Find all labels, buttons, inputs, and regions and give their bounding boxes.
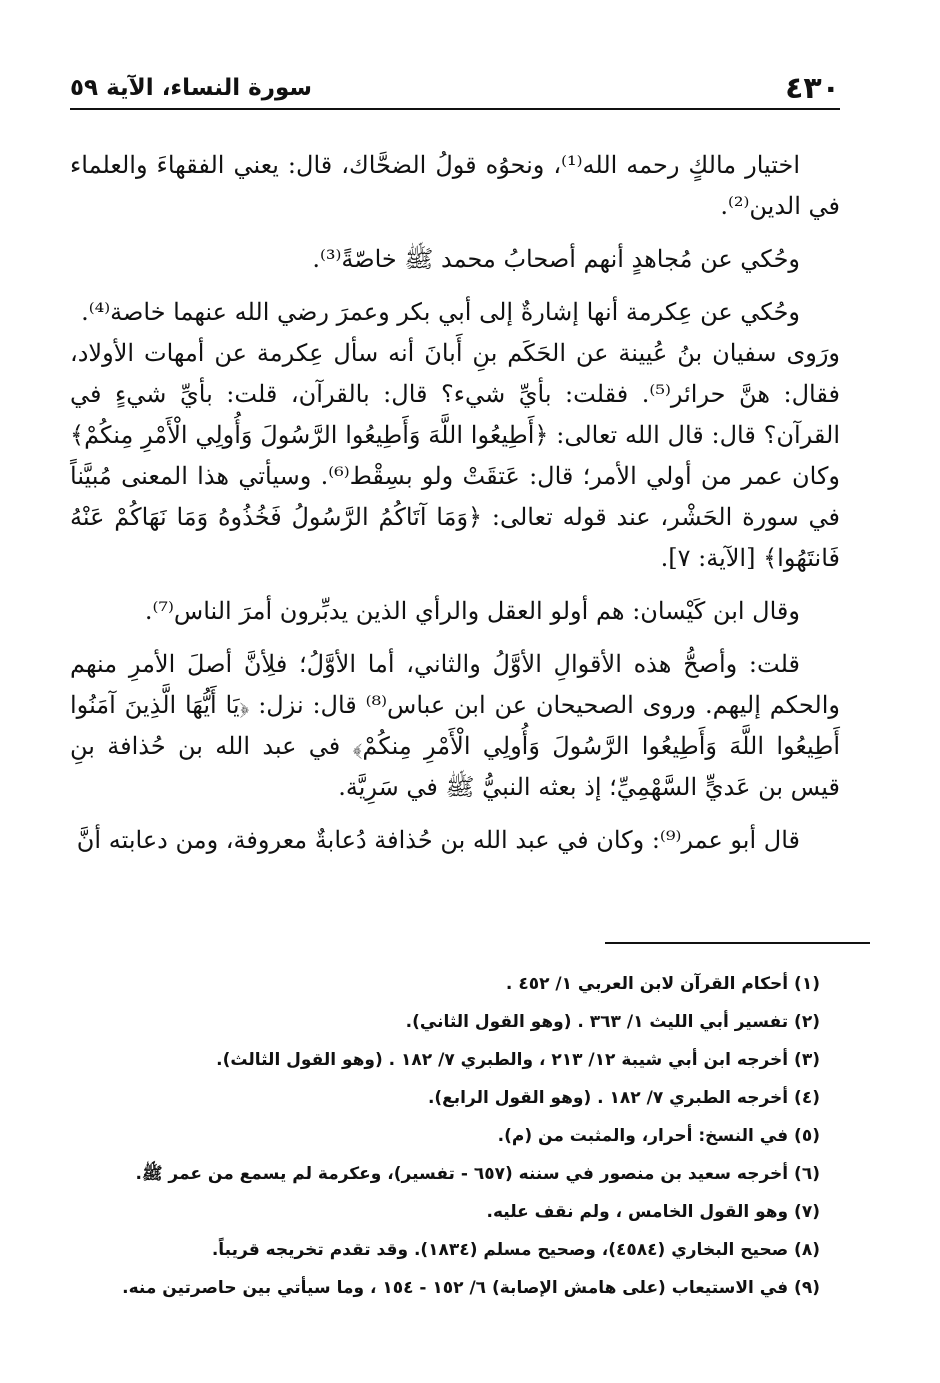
- footnote: (٦) أخرجه سعيد بن منصور في سننه (٦٥٧ - تفسير)، وعكرمة لم يسمع من عمر ﷺ.: [135, 1164, 820, 1184]
- footnote: (٩) في الاستيعاب (على هامش الإصابة) ٦/ ١٥٢ - ١٥٤ ، وما سيأتي بين حاصرتين منه.: [122, 1278, 820, 1298]
- footnote: (٧) وهو القول الخامس ، ولم نقف عليه.: [486, 1202, 820, 1222]
- paragraph: قال أبو عمر⁽⁹⁾: وكان في عبد الله بن حُذافة دُعابةٌ معروفة، ومن دعابته أنَّ: [76, 826, 800, 854]
- page-number: ٤٣٠: [785, 70, 840, 106]
- page-header: [70, 68, 840, 110]
- paragraph: وحُكي عن مُجاهدٍ أنهم أصحابُ محمد ﷺ خاصّةً⁽³⁾.: [312, 245, 800, 273]
- paragraph: اختيار مالكٍ رحمه الله⁽¹⁾، ونحوُه قولُ الضحَّاك، قال: يعني الفقهاءَ والعلماء في الدين⁽²⁾.: [70, 151, 840, 220]
- paragraph: وحُكي عن عِكرمة أنها إشارةٌ إلى أبي بكر وعمرَ رضي الله عنهما خاصة⁽⁴⁾.: [81, 298, 800, 326]
- footnote: (٣) أخرجه ابن أبي شيبة ١٢/ ٢١٣ ، والطبري ٧/ ١٨٢ . (وهو القول الثالث).: [216, 1050, 820, 1070]
- running-title: سورة النساء، الآية ٥٩: [70, 75, 312, 101]
- paragraph: ورَوى سفيان بنُ عُيينة عن الحَكَم بنِ أَبانَ أنه سأل عِكرمة عن أمهات الأولاد، فقال: هنَّ حرائر⁽⁵⁾. فقلت: بأيِّ شيء؟ قال: بالقرآن، قلت: بأيِّ شيءٍ في القرآن؟ قال: قال الله تعالى: ﴿أَطِيعُوا اللَّهَ وَأَطِيعُوا الرَّسُولَ وَأُولِي الْأَمْرِ مِنكُمْ﴾ وكان عمر من أولي الأمر؛ قال: عَتقَتْ ولو بسِقْط⁽⁶⁾. وسيأتي هذا المعنى مُبيَّناً في سورة الحَشْر، عند قوله تعالى: ﴿وَمَا آتَاكُمُ الرَّسُولُ فَخُذُوهُ وَمَا نَهَاكُمْ عَنْهُ فَانتَهُوا﴾ [الآية: ٧].: [70, 339, 840, 572]
- footnotes: [70, 965, 840, 1307]
- footnote-separator: [605, 942, 870, 944]
- main-text: [70, 145, 840, 873]
- footnote: (٥) في النسخ: أحرار، والمثبت من (م).: [497, 1126, 820, 1146]
- footnote: (١) أحكام القرآن لابن العربي ١/ ٤٥٢ .: [505, 974, 820, 994]
- paragraph: وقال ابن كَيْسان: هم أولو العقل والرأي الذين يدبِّرون أمرَ الناس⁽⁷⁾.: [144, 597, 800, 625]
- footnote: (٤) أخرجه الطبري ٧/ ١٨٢ . (وهو القول الرابع).: [427, 1088, 820, 1108]
- paragraph: قلت: وأصحُّ هذه الأقوالِ الأوَّلُ والثاني، أما الأوَّلُ؛ فلِأنَّ أصلَ الأمرِ منهم والحكم إليهم. وروى الصحيحان عن ابن عباس⁽⁸⁾ قال: نزل: ﴿يَا أَيُّهَا الَّذِينَ آمَنُوا أَطِيعُوا اللَّهَ وَأَطِيعُوا الرَّسُولَ وَأُولِي الْأَمْرِ مِنكُمْ﴾ في عبد الله بن حُذافة بنِ قيس بن عَديٍّ السَّهْمِيِّ؛ إذ بعثه النبيُّ ﷺ في سَرِيَّة.: [70, 650, 840, 801]
- footnote: (٢) تفسير أبي الليث ١/ ٣٦٣ . (وهو القول الثاني).: [405, 1012, 820, 1032]
- footnote: (٨) صحيح البخاري (٤٥٨٤)، وصحيح مسلم (١٨٣٤). وقد تقدم تخريجه قريباً.: [211, 1240, 820, 1260]
